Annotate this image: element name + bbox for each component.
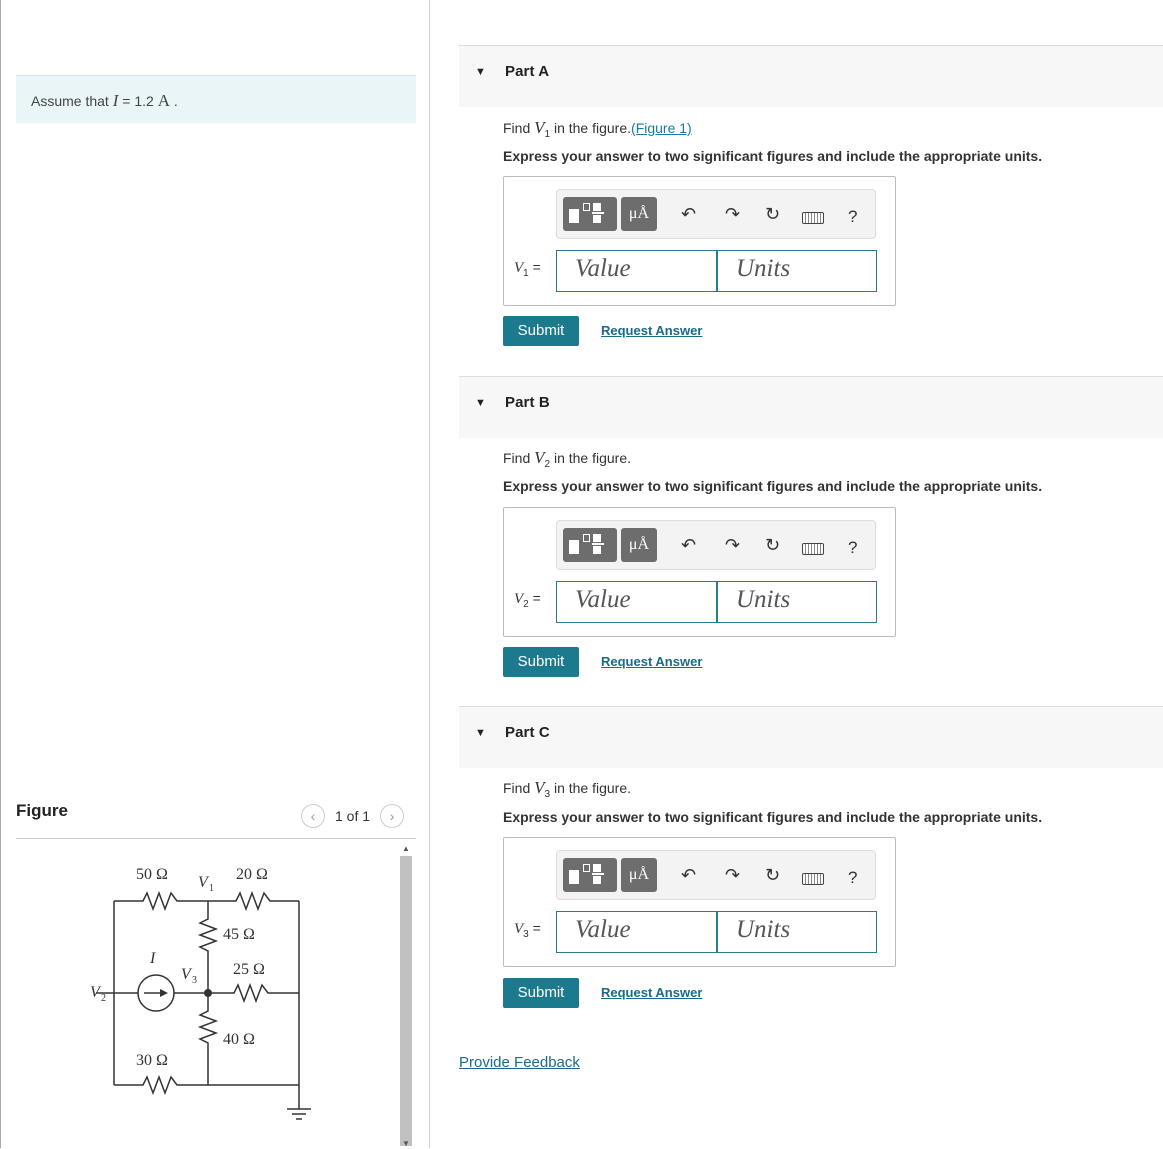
part-b-title: Part B: [505, 394, 550, 411]
question-text: in the figure.: [553, 450, 632, 466]
part-c-answer-box: [503, 837, 896, 967]
label-v1: V: [198, 874, 208, 891]
help-icon[interactable]: ?: [848, 538, 858, 557]
question-var-sub: 1: [544, 128, 551, 140]
units-input[interactable]: Units: [717, 250, 877, 292]
redo-icon[interactable]: ↷: [725, 204, 741, 224]
label-var: V: [514, 921, 524, 937]
reset-icon[interactable]: ↻: [765, 865, 781, 885]
part-a-title: Part A: [505, 63, 550, 80]
question-var: V: [534, 778, 545, 797]
answer-label: [514, 259, 541, 279]
next-figure-button[interactable]: ›: [380, 804, 404, 828]
label-eq: =: [532, 920, 541, 936]
label-eq: =: [532, 590, 541, 606]
circuit-diagram: [16, 839, 401, 1149]
part-a-question: [503, 118, 692, 140]
math-toolbar: [556, 520, 876, 570]
reset-icon[interactable]: ↻: [765, 204, 781, 224]
request-answer-link[interactable]: Request Answer: [601, 654, 703, 669]
redo-icon[interactable]: ↷: [725, 865, 741, 885]
part-c-title: Part C: [505, 724, 550, 741]
label-var: V: [514, 260, 524, 276]
undo-icon[interactable]: ↶: [681, 204, 697, 224]
question-var: V: [534, 118, 545, 137]
templates-button[interactable]: [563, 858, 617, 892]
part-c-header[interactable]: [459, 706, 1163, 768]
part-b-instruction: Express your answer to two significant figures and include the appropriate units.: [503, 478, 1043, 494]
problem-panel: [0, 0, 430, 1148]
answer-label: [514, 590, 541, 610]
units-button[interactable]: μÅ: [621, 858, 657, 892]
value-input[interactable]: Value: [556, 250, 717, 292]
assume-value: = 1.2: [122, 93, 154, 109]
question-text: in the figure.: [553, 120, 632, 136]
reset-icon[interactable]: ↻: [765, 535, 781, 555]
figure-page-count: 1 of 1: [335, 808, 371, 824]
figure-area: [16, 838, 416, 1148]
scroll-down-icon[interactable]: ▼: [402, 1139, 410, 1148]
label-r50: 50 Ω: [136, 866, 168, 883]
label-eq: =: [532, 259, 541, 275]
units-input[interactable]: Units: [717, 911, 877, 953]
prev-figure-button[interactable]: ‹: [301, 804, 325, 828]
templates-button[interactable]: [563, 197, 617, 231]
part-b-header[interactable]: [459, 376, 1163, 438]
submit-button[interactable]: Submit: [503, 978, 579, 1008]
label-v2-sub: 2: [101, 993, 106, 1004]
math-toolbar: [556, 189, 876, 239]
label-sub: 2: [523, 598, 529, 610]
value-input[interactable]: Value: [556, 581, 717, 623]
label-v3-sub: 3: [192, 975, 197, 986]
question-text: in the figure.: [553, 780, 632, 796]
assume-var: I: [112, 91, 119, 110]
units-button[interactable]: μÅ: [621, 197, 657, 231]
part-a-answer-box: [503, 176, 896, 306]
part-a-instruction: Express your answer to two significant figures and include the appropriate units.: [503, 148, 1043, 164]
figure-pager: [301, 804, 404, 828]
part-b-answer-box: [503, 507, 896, 637]
label-r40: 40 Ω: [223, 1031, 255, 1048]
part-c-question: [503, 778, 631, 800]
assume-prefix: Assume that: [31, 93, 109, 109]
part-c-instruction: Express your answer to two significant figures and include the appropriate units.: [503, 809, 1043, 825]
question-text: Find: [503, 120, 531, 136]
submit-button[interactable]: Submit: [503, 316, 579, 346]
scroll-thumb[interactable]: [400, 856, 412, 1146]
collapse-triangle-icon[interactable]: ▼: [475, 727, 486, 739]
keyboard-icon[interactable]: [802, 212, 824, 224]
math-toolbar: [556, 850, 876, 900]
question-text: Find: [503, 780, 531, 796]
request-answer-link[interactable]: Request Answer: [601, 985, 703, 1000]
undo-icon[interactable]: ↶: [681, 535, 697, 555]
redo-icon[interactable]: ↷: [725, 535, 741, 555]
assumption-box: [16, 75, 416, 123]
request-answer-link[interactable]: Request Answer: [601, 323, 703, 338]
figure-title: Figure: [16, 801, 68, 820]
label-sub: 1: [523, 267, 529, 279]
assume-unit: A: [157, 91, 170, 110]
label-i: I: [150, 950, 156, 967]
answer-label: [514, 920, 541, 940]
templates-button[interactable]: [563, 528, 617, 562]
figure-link[interactable]: (Figure 1): [631, 120, 692, 136]
question-text: Find: [503, 450, 531, 466]
provide-feedback-link[interactable]: Provide Feedback: [459, 1054, 580, 1071]
label-r45: 45 Ω: [223, 926, 255, 943]
submit-button[interactable]: Submit: [503, 647, 579, 677]
label-sub: 3: [523, 928, 529, 940]
units-input[interactable]: Units: [717, 581, 877, 623]
parts-panel: [430, 0, 1163, 1148]
value-input[interactable]: Value: [556, 911, 717, 953]
label-r20: 20 Ω: [236, 866, 268, 883]
assume-suffix: .: [173, 93, 178, 109]
help-icon[interactable]: ?: [848, 207, 858, 226]
label-r30: 30 Ω: [136, 1052, 168, 1069]
undo-icon[interactable]: ↶: [681, 865, 697, 885]
units-button[interactable]: μÅ: [621, 528, 657, 562]
label-r25: 25 Ω: [233, 961, 265, 978]
keyboard-icon[interactable]: [802, 873, 824, 885]
part-b-question: [503, 448, 631, 470]
figure-scrollbar[interactable]: [399, 840, 413, 1148]
collapse-triangle-icon[interactable]: ▼: [475, 66, 486, 78]
label-v2: V: [90, 984, 100, 1001]
question-var-sub: 2: [544, 458, 551, 470]
scroll-up-icon[interactable]: ▲: [402, 844, 410, 853]
part-a-header[interactable]: [459, 45, 1163, 107]
label-v3: V: [181, 966, 191, 983]
question-var: V: [534, 448, 545, 467]
collapse-triangle-icon[interactable]: ▼: [475, 397, 486, 409]
label-var: V: [514, 591, 524, 607]
question-var-sub: 3: [544, 788, 551, 800]
help-icon[interactable]: ?: [848, 868, 858, 887]
label-v1-sub: 1: [209, 883, 214, 894]
keyboard-icon[interactable]: [802, 543, 824, 555]
